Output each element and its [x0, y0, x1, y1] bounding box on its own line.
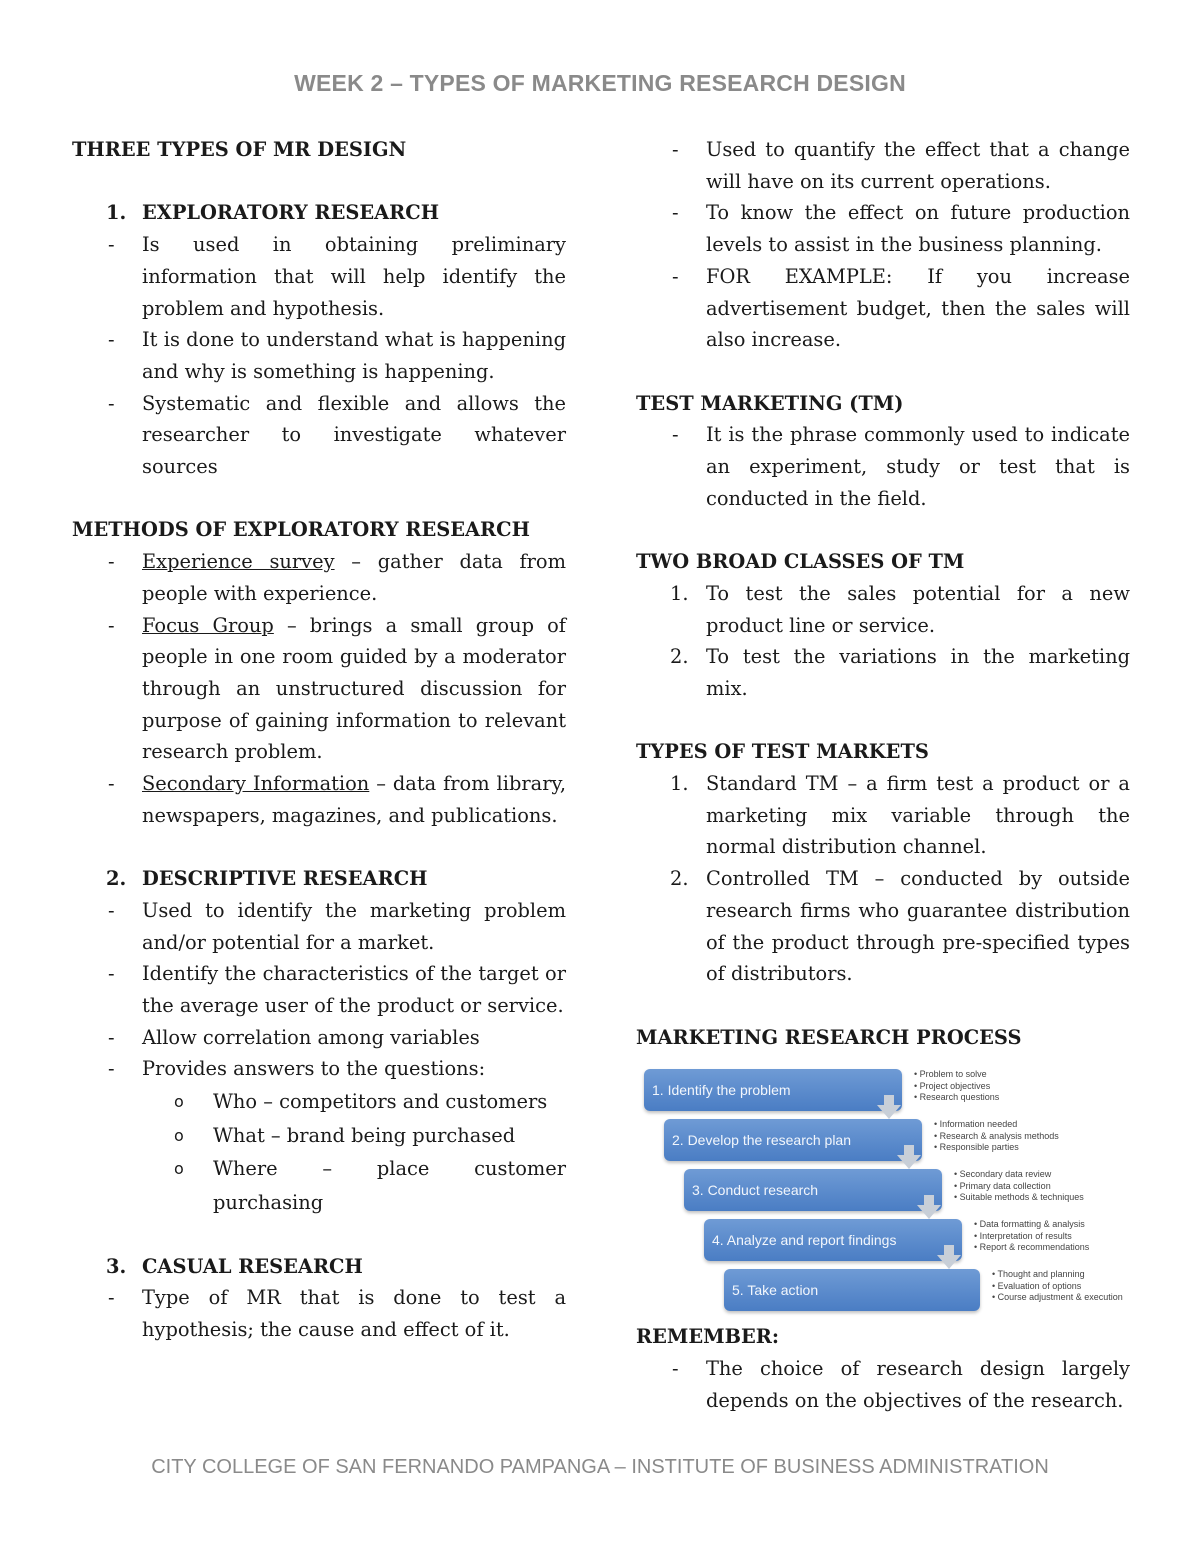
- list-item: 1. Standard TM – a firm test a product or a marketing mix variable through the normal distribution channel.: [670, 772, 1130, 859]
- list-item: - Used to identify the marketing problem and/or potential for a market.: [108, 898, 566, 954]
- remember-heading: REMEMBER:: [636, 1325, 780, 1349]
- down-arrow-icon: [884, 1095, 894, 1105]
- process-step: 4. Analyze and report findings: [704, 1219, 962, 1261]
- list-item: - Provides answers to the questions:: [108, 1057, 486, 1081]
- process-step: 3. Conduct research: [684, 1169, 942, 1211]
- list-item: - To know the effect on future production levels to assist in the business planning.: [672, 201, 1130, 257]
- down-arrow-icon: [877, 1105, 901, 1119]
- list-item: - Identify the characteristics of the target or the average user of the product or service.: [108, 962, 566, 1017]
- down-arrow-icon: [937, 1255, 961, 1269]
- list-item: - Is used in obtaining preliminary information that will help identify the problem and hypothesis.: [108, 233, 566, 320]
- sub-list-item: o Who – competitors and customers: [174, 1090, 548, 1114]
- process-heading: MARKETING RESEARCH PROCESS: [636, 1025, 1022, 1049]
- process-diagram: [636, 1061, 1130, 1311]
- list-item: - Used to quantify the effect that a change will have on its current operations.: [672, 138, 1130, 193]
- process-step: 1. Identify the problem: [644, 1069, 902, 1111]
- process-step-bullets: • Information needed • Research & analysis methods • Responsible parties: [934, 1119, 1059, 1154]
- list-item: - Focus Group – brings a small group of people in one room guided by a moderator through an unstructured discussion for purpose of gaining information to relevant research problem.: [108, 613, 566, 764]
- down-arrow-icon: [917, 1205, 941, 1219]
- left-column: [72, 134, 566, 1346]
- process-step-bullets: • Secondary data review • Primary data collection • Suitable methods & techniques: [954, 1169, 1084, 1204]
- list-item: - It is done to understand what is happening and why is something is happening.: [108, 328, 566, 383]
- list-item: 1. To test the sales potential for a new product line or service.: [670, 581, 1130, 637]
- list-item: - Systematic and flexible and allows the researcher to investigate whatever sources: [108, 391, 566, 479]
- list-item: - Type of MR that is done to test a hypothesis; the cause and effect of it.: [108, 1286, 566, 1342]
- page-footer: CITY COLLEGE OF SAN FERNANDO PAMPANGA – INSTITUTE OF BUSINESS ADMINISTRATION: [151, 1456, 1049, 1478]
- list-item: - Experience survey – gather data from people with experience.: [108, 550, 566, 605]
- process-step: 2. Develop the research plan: [664, 1119, 922, 1161]
- list-item: 2. To test the variations in the marketing mix.: [670, 645, 1130, 700]
- list-item: - The choice of research design largely depends on the objectives of the research.: [672, 1357, 1130, 1412]
- descriptive-heading: 2. DESCRIPTIVE RESEARCH: [106, 867, 428, 891]
- page-title: WEEK 2 – TYPES OF MARKETING RESEARCH DESIGN: [294, 70, 906, 96]
- process-step-bullets: • Problem to solve • Project objectives • Research questions: [914, 1069, 999, 1104]
- test-marketing-heading: TEST MARKETING (TM): [636, 391, 904, 415]
- down-arrow-icon: [904, 1145, 914, 1155]
- down-arrow-icon: [944, 1245, 954, 1255]
- types-test-markets-heading: TYPES OF TEST MARKETS: [636, 740, 929, 764]
- down-arrow-icon: [924, 1195, 934, 1205]
- list-item: 2. Controlled TM – conducted by outside research firms who guarantee distribution of the product through pre-specified types of distributors.: [670, 867, 1130, 986]
- down-arrow-icon: [897, 1155, 921, 1169]
- sub-list-item: o Where – place customer purchasing: [174, 1157, 566, 1214]
- process-step-bullets: • Thought and planning • Evaluation of options • Course adjustment & execution: [992, 1269, 1123, 1304]
- sub-list-item: o What – brand being purchased: [174, 1123, 516, 1147]
- list-item: - FOR EXAMPLE: If you increase advertisement budget, then the sales will also increase.: [672, 264, 1130, 352]
- list-item: - Secondary Information – data from library, newspapers, magazines, and publications.: [108, 772, 567, 827]
- methods-heading: METHODS OF EXPLORATORY RESEARCH: [72, 518, 530, 542]
- three-types-heading: THREE TYPES OF MR DESIGN: [72, 138, 407, 161]
- right-column: [636, 134, 1130, 1416]
- casual-heading: 3. CASUAL RESEARCH: [106, 1254, 363, 1278]
- process-step-bullets: • Data formatting & analysis • Interpretation of results • Report & recommendations: [974, 1219, 1089, 1254]
- process-step: 5. Take action: [724, 1269, 980, 1311]
- two-classes-heading: TWO BROAD CLASSES OF TM: [636, 550, 965, 574]
- exploratory-heading: 1. EXPLORATORY RESEARCH: [106, 201, 440, 225]
- list-item: - Allow correlation among variables: [108, 1025, 480, 1049]
- list-item: - It is the phrase commonly used to indicate an experiment, study or test that is conducted in the field.: [672, 423, 1130, 510]
